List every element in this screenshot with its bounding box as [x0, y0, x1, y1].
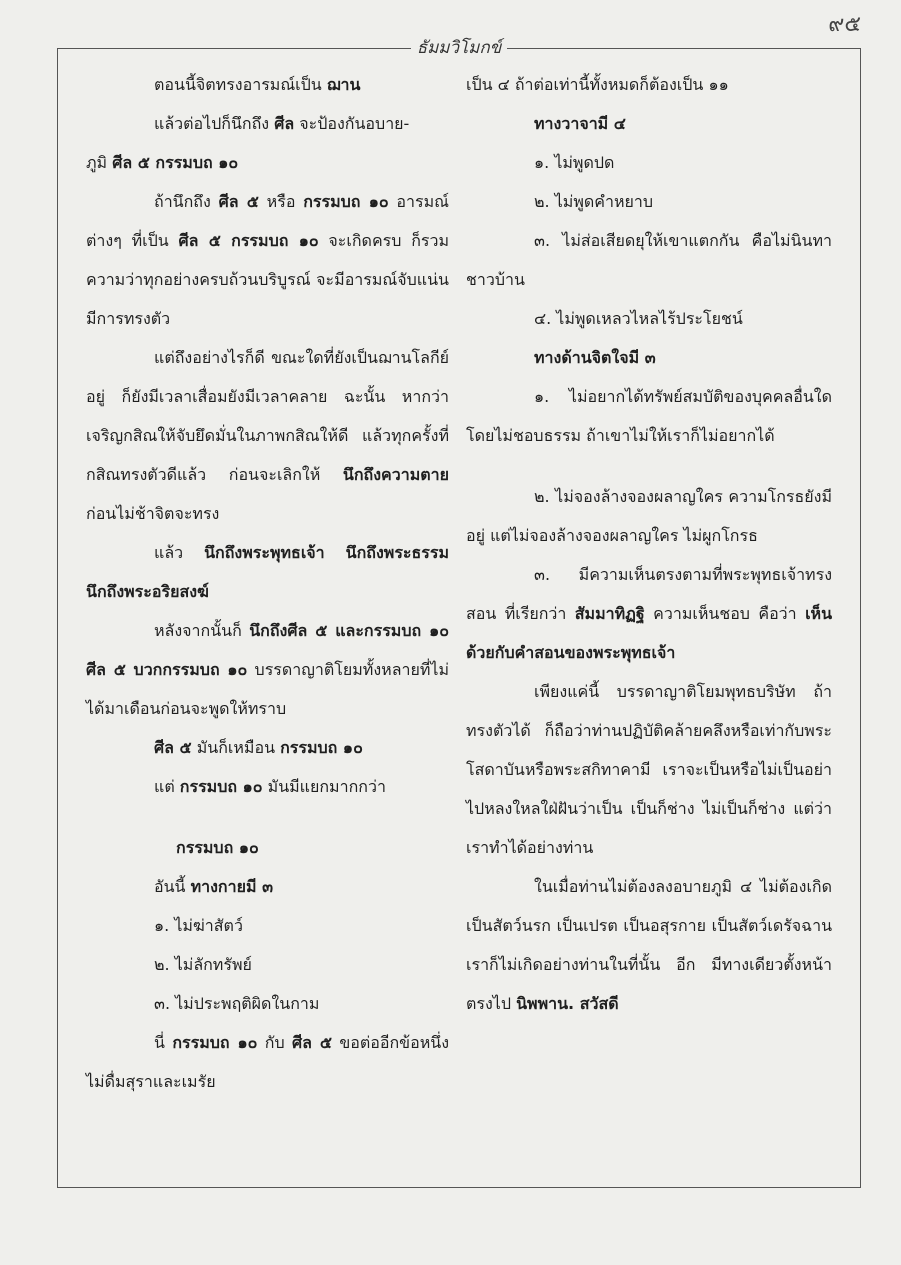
text: ก่อนไม่ช้าจิตจะทรง	[86, 504, 220, 523]
running-title-text: ธัมมวิโมกข์	[411, 38, 508, 58]
heading-text: ทางวาจามี ๔	[534, 114, 626, 133]
bold-text: กรรมบถ ๑๐	[280, 738, 363, 757]
paragraph	[86, 867, 449, 906]
bold-text: ศีล ๕	[218, 192, 259, 211]
text: มันมีแยกมากกว่า	[262, 777, 386, 796]
paragraph	[86, 104, 449, 143]
paragraph	[86, 728, 449, 767]
page-frame	[57, 38, 861, 1188]
paragraph	[86, 65, 449, 104]
paragraph	[86, 1023, 449, 1101]
list-item: ๑. ไม่อยากได้ทรัพย์สมบัติของบุคคลอื่นใดโดยไม่ชอบธรรม ถ้าเขาไม่ให้เราก็ไม่อยากได้	[466, 387, 832, 445]
text: นี่	[154, 1033, 173, 1052]
bold-text: เห็นด้วยกับคำสอนของพระพุทธเจ้า	[466, 604, 833, 662]
bold-text: นิพพาน. สวัสดี	[516, 994, 619, 1013]
bold-text: ศีล ๕	[292, 1033, 332, 1052]
bold-text: นึกถึงความตาย	[342, 465, 449, 484]
paragraph	[86, 338, 449, 533]
heading-text: ทางด้านจิตใจมี ๓	[534, 348, 656, 367]
text: แล้วต่อไปก็นึกถึง	[154, 114, 275, 133]
list-item: ๒. ไม่จองล้างจองผลาญใคร ความโกรธยังมีอยู่ แต่ไม่จองล้างจองผลาญใคร ไม่ผูกโกรธ	[466, 487, 832, 545]
bold-text: สัมมาทิฏฐิ	[574, 604, 645, 623]
list-item: ๑. ไม่ฆ่าสัตว์	[154, 916, 243, 935]
text: จะป้องกันอบาย-	[294, 114, 410, 133]
text: ๓. มีความเห็นตรงตามที่พระพุทธเจ้าทรงสอน ที่เรียกว่า	[466, 565, 832, 623]
bold-text: นึกถึงพระอริยสงฆ์	[86, 582, 209, 601]
text: ตอนนี้จิตทรงอารมณ์เป็น	[154, 75, 327, 94]
text: อันนี้	[154, 877, 191, 896]
text: หลังจากนั้นก็	[154, 621, 250, 640]
heading-text: กรรมบถ ๑๐	[176, 838, 259, 857]
bold-text: นึกถึงพระพุทธเจ้า	[204, 543, 325, 562]
bold-text: นึกถึงศีล ๕ และกรรมบถ ๑๐ ศีล ๕ บวกกรรมบถ ๑๐	[86, 621, 450, 679]
text: แต่	[154, 777, 180, 796]
text: มันก็เหมือน	[191, 738, 281, 757]
text: หรือ	[258, 192, 304, 211]
paragraph: เพียงแค่นี้ บรรดาญาติโยมพุทธบริษัท ถ้าทรงตัวได้ ก็ถือว่าท่านปฏิบัติคล้ายคลึงหรือเท่ากับพระโสดาบันหรือพระสกิทาคามี เราจะเป็นหรือไม่เป็นอย่าไปหลงใหลใฝ่ฝันว่าเป็น เป็นก็ช่าง ไม่เป็นก็ช่าง แต่ว่าเราทำได้อย่างท่าน	[466, 682, 832, 857]
text: ความเห็นชอบ คือว่า	[644, 604, 806, 623]
left-column	[86, 65, 449, 1101]
paragraph: เป็น ๔ ถ้าต่อเท่านี้ทั้งหมดก็ต้องเป็น ๑๑	[466, 75, 729, 94]
bold-text: นึกถึงพระธรรม	[345, 543, 449, 562]
text: กับ	[257, 1033, 292, 1052]
paragraph	[86, 182, 449, 338]
list-item: ๓. ไม่ส่อเสียดยุให้เขาแตกกัน คือไม่นินทาชาวบ้าน	[466, 231, 832, 289]
section-heading	[86, 828, 449, 867]
text: แล้ว	[154, 543, 205, 562]
paragraph	[86, 611, 449, 728]
list-item: ๒. ไม่ลักทรัพย์	[154, 955, 252, 974]
text: ถ้านึกถึง	[154, 192, 219, 211]
bold-text: กรรมบถ ๑๐	[179, 777, 263, 796]
list-item: ๒. ไม่พูดคำหยาบ	[534, 192, 653, 211]
bold-text: ศีล ๕ กรรมบถ ๑๐	[112, 153, 239, 172]
list-item: ๓. ไม่ประพฤติผิดในกาม	[154, 994, 320, 1013]
text: ในเมื่อท่านไม่ต้องลงอบายภูมิ ๔ ไม่ต้องเกิดเป็นสัตว์นรก เป็นเปรต เป็นอสุรกาย เป็นสัตว์เดรัจฉาน เราก็ไม่เกิดอย่างท่านในที่นั้น อีก มีทางเดียวตั้งหน้าตรงไป	[466, 877, 832, 1013]
text: ภูมิ	[86, 153, 113, 172]
paragraph	[86, 533, 449, 611]
page-number: ๙๕	[828, 12, 861, 37]
text: อารมณ์ต่างๆ ที่เป็น	[86, 192, 450, 250]
bold-text: ศีล ๕	[154, 738, 192, 757]
bold-text: ศีล	[274, 114, 295, 133]
text: บรรดาญาติโยมทั้งหลายที่ไม่ได้มาเดือนก่อนจะพูดให้ทราบ	[86, 660, 449, 718]
list-item	[466, 555, 832, 672]
bold-text: กรรมบถ ๑๐	[172, 1033, 258, 1052]
bold-text: ศีล ๕ กรรมบถ ๑๐	[178, 231, 319, 250]
text	[325, 543, 346, 562]
paragraph	[86, 767, 449, 806]
text: ขอต่ออีกข้อหนึ่ง ไม่ดื่มสุราและเมรัย	[86, 1033, 450, 1091]
running-title	[58, 34, 860, 61]
bold-text: ทางกายมี ๓	[190, 877, 274, 896]
subheading	[466, 338, 832, 377]
paragraph	[466, 867, 832, 1023]
subheading	[466, 104, 832, 143]
bold-text: กรรมบถ ๑๐	[303, 192, 389, 211]
right-column	[466, 65, 832, 1023]
bold-text: ฌาน	[326, 75, 361, 94]
text: จะเกิดครบ ก็รวมความว่าทุกอย่างครบถ้วนบริบูรณ์ จะมีอารมณ์จับแน่นมีการทรงตัว	[86, 231, 450, 328]
list-item: ๔. ไม่พูดเหลวไหลไร้ประโยชน์	[534, 309, 743, 328]
text: แต่ถึงอย่างไรก็ดี ขณะใดที่ยังเป็นฌานโลกีย์อยู่ ก็ยังมีเวลาเสื่อมยังมีเวลาคลาย ฉะนั้น หากว่าเจริญกสิณให้จับยึดมั่นในภาพกสิณให้ดี แล้วทุกครั้งที่กสิณทรงตัวดีแล้ว ก่อนจะเลิกให้	[86, 348, 449, 484]
list-item: ๑. ไม่พูดปด	[534, 153, 615, 172]
paragraph	[86, 143, 449, 182]
